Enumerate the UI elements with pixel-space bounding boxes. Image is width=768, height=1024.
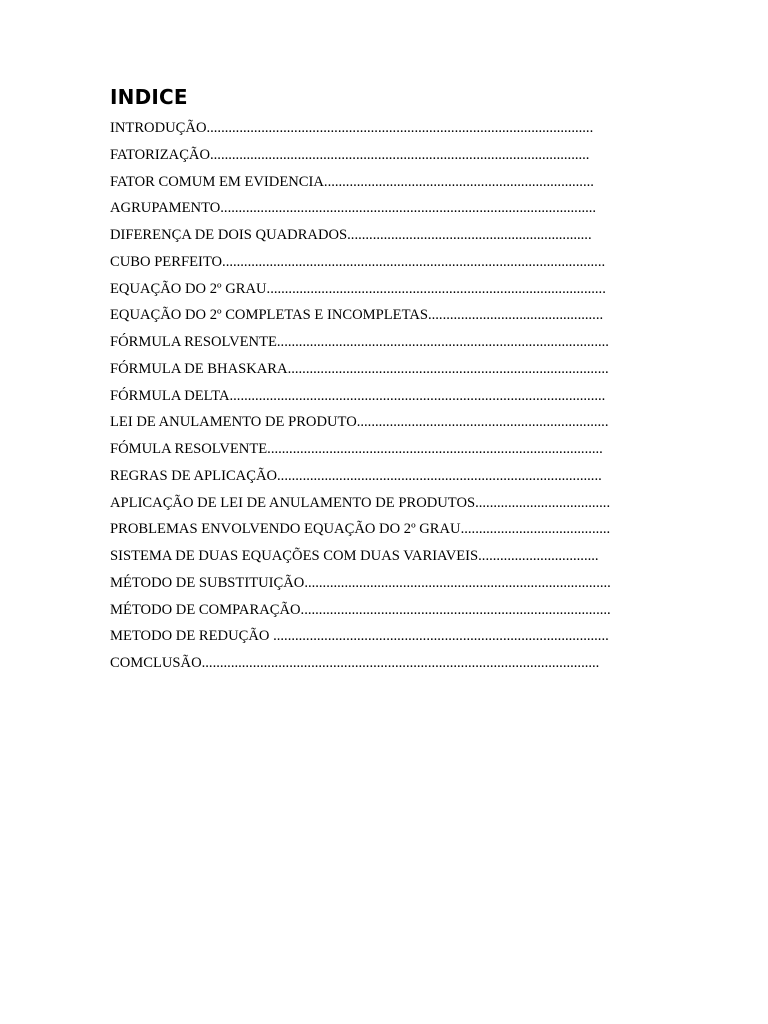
toc-entry: EQUAÇÃO DO 2º GRAU.............................................................................................: [110, 280, 606, 297]
toc-entry: MÉTODO DE COMPARAÇÃO.....................................................................................: [110, 601, 611, 618]
toc-entry: COMCLUSÃO.............................................................................................................: [110, 655, 600, 671]
toc-entry: FÓMULA RESOLVENTE............................................................................................: [110, 441, 603, 457]
page-title: INDICE: [110, 85, 188, 109]
toc-entry: EQUAÇÃO DO 2º COMPLETAS E INCOMPLETAS................................................: [110, 307, 604, 324]
toc-entry: SISTEMA DE DUAS EQUAÇÕES COM DUAS VARIAVEIS.................................: [110, 548, 599, 564]
toc-entry: FÓRMULA RESOLVENTE...........................................................................................: [110, 334, 609, 350]
toc-entry: AGRUPAMENTO.......................................................................................................: [110, 200, 597, 217]
toc-entry: FATORIZAÇÃO........................................................................................................: [110, 146, 590, 163]
toc-entry: PROBLEMAS ENVOLVENDO EQUAÇÃO DO 2º GRAU.........................................: [110, 521, 611, 538]
toc-entry: FATOR COMUM EM EVIDENCIA..........................................................................: [110, 173, 594, 190]
toc-entry: FÓRMULA DELTA.......................................................................................................: [110, 387, 606, 404]
toc-entry: FÓRMULA DE BHASKARA........................................................................................: [110, 360, 609, 377]
toc-entry: INTRODUÇÃO..........................................................................................................: [110, 120, 594, 136]
toc-entry: MÉTODO DE SUBSTITUIÇÃO....................................................................................: [110, 574, 611, 591]
toc-entry: LEI DE ANULAMENTO DE PRODUTO.....................................................................: [110, 414, 609, 431]
toc-entry: CUBO PERFEITO.........................................................................................................: [110, 253, 606, 270]
toc-entry: DIFERENÇA DE DOIS QUADRADOS...................................................................: [110, 227, 592, 243]
toc-entry: METODO DE REDUÇÃO ............................................................................................: [110, 628, 609, 645]
toc-entry: REGRAS DE APLICAÇÃO.........................................................................................: [110, 467, 602, 484]
toc-entry: APLICAÇÃO DE LEI DE ANULAMENTO DE PRODUTOS.....................................: [110, 494, 611, 511]
table-of-contents: [110, 115, 611, 677]
